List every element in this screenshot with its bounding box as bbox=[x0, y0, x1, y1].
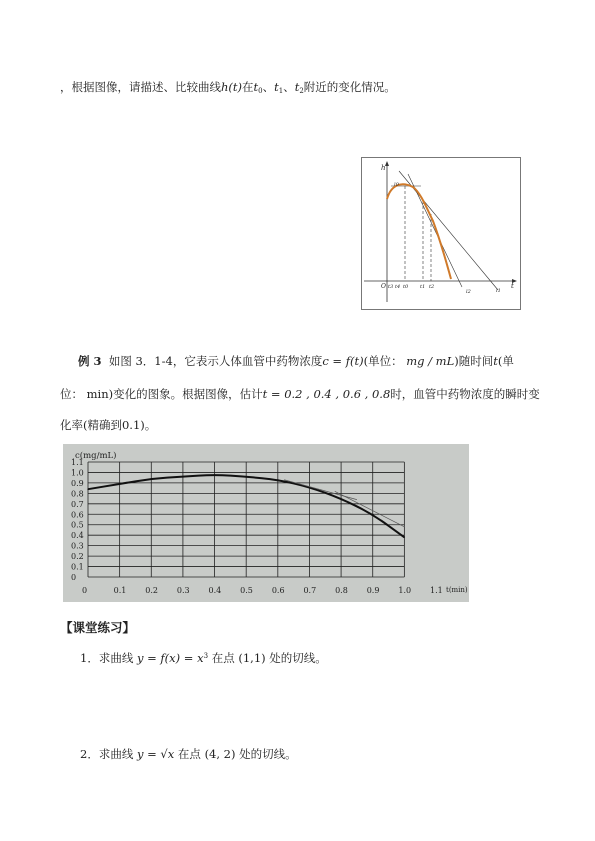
ytick-label: 0.5 bbox=[71, 520, 84, 530]
q1-expr: y = f(x) = x bbox=[136, 651, 204, 665]
para1-t0: t bbox=[253, 80, 259, 94]
ytick-label: 0.7 bbox=[71, 499, 84, 509]
ytick-label: 0.9 bbox=[71, 478, 84, 488]
q1-text-a: 求曲线 bbox=[98, 651, 134, 665]
xtick-label: 0.2 bbox=[145, 586, 159, 595]
data-point bbox=[151, 478, 152, 479]
concentration-chart bbox=[63, 444, 469, 602]
data-point bbox=[119, 483, 120, 484]
example3-line2 bbox=[60, 386, 540, 402]
xtick-label: 0.5 bbox=[240, 586, 253, 595]
example3-tvar: t bbox=[493, 354, 498, 368]
label-l2: l2 bbox=[466, 289, 471, 295]
q1-exp: 3 bbox=[203, 652, 209, 660]
example3-line3 bbox=[60, 417, 156, 433]
ytick-label: 0.2 bbox=[71, 552, 84, 562]
xtick-label: 0.4 bbox=[208, 586, 222, 595]
data-point bbox=[372, 514, 373, 515]
para1-prefix: ，根据图像，请描述、比较曲线 bbox=[60, 80, 221, 94]
example3-values: t = 0.2 , 0.4 , 0.6 , 0.8 bbox=[262, 387, 391, 401]
example3-line1 bbox=[78, 353, 514, 369]
ytick-label: 0.4 bbox=[71, 531, 84, 541]
tangent-figure bbox=[361, 157, 521, 310]
para1-sep2: 、 bbox=[283, 80, 295, 94]
chart-xlabel: t(min) bbox=[446, 586, 468, 594]
xtick-label: 0.7 bbox=[303, 586, 317, 595]
q1-text-c: 处的切线。 bbox=[269, 651, 327, 665]
label-h: h bbox=[381, 164, 386, 172]
q1-num: 1． bbox=[80, 651, 99, 665]
label-l0: l0 bbox=[394, 182, 399, 188]
data-point bbox=[404, 537, 405, 538]
label-t2: t2 bbox=[429, 284, 435, 290]
example3-label: 例 3 bbox=[78, 354, 102, 368]
para1-t2: t bbox=[294, 80, 300, 94]
example3-line2-a: 位： min)变化的图象。根据图像，估计 bbox=[60, 387, 263, 401]
example3-line3-text: 化率(精确到0.1)。 bbox=[60, 418, 157, 432]
q2-expr: y = √x bbox=[136, 747, 175, 761]
q2-text-c: 处的切线。 bbox=[239, 747, 297, 761]
example3-text-a: 如图 3．1-4，它表示人体血管中药物浓度 bbox=[108, 354, 323, 368]
xtick-label: 1.1 bbox=[430, 586, 443, 595]
para1 bbox=[60, 79, 396, 95]
xtick-label: 1.0 bbox=[398, 586, 412, 595]
label-t3: t3 bbox=[388, 284, 394, 290]
data-point bbox=[87, 489, 88, 490]
ytick-label: 0.3 bbox=[71, 541, 84, 551]
example3-unit: mg / mL bbox=[406, 354, 455, 368]
q2-text-b: 在点 bbox=[177, 747, 201, 761]
data-point bbox=[340, 498, 341, 499]
example3-text-b: (单位： bbox=[363, 354, 403, 368]
label-origin: O bbox=[381, 283, 386, 290]
ytick-label: 0.8 bbox=[71, 489, 84, 499]
para1-mid: 在 bbox=[242, 80, 254, 94]
para1-func: h(t) bbox=[221, 80, 243, 94]
label-l1: l1 bbox=[496, 288, 501, 294]
chart-ylabel: c(mg/mL) bbox=[75, 451, 117, 461]
label-t1: t1 bbox=[420, 284, 426, 290]
q2-point: (4, 2) bbox=[204, 747, 236, 761]
practice-q1 bbox=[80, 650, 327, 666]
ytick-label: 0.1 bbox=[71, 562, 84, 572]
chart-background bbox=[63, 444, 469, 602]
data-point bbox=[182, 476, 183, 477]
practice-q2 bbox=[80, 746, 297, 762]
example3-text-c: )随时间 bbox=[454, 354, 494, 368]
ytick-label: 1.0 bbox=[71, 468, 84, 478]
q1-point: (1,1) bbox=[238, 651, 266, 665]
label-t4: t4 bbox=[395, 284, 401, 290]
para1-t0-sub: 0 bbox=[258, 87, 263, 95]
q2-num: 2． bbox=[80, 747, 99, 761]
para1-suffix: 附近的变化情况。 bbox=[303, 80, 396, 94]
label-t0: t0 bbox=[403, 284, 409, 290]
xtick-label: 0.6 bbox=[271, 586, 285, 595]
data-point bbox=[246, 476, 247, 477]
xtick-label: 0.9 bbox=[366, 586, 380, 595]
ytick-label: 1.1 bbox=[71, 458, 84, 467]
practice-heading-text: 【课堂练习】 bbox=[60, 620, 136, 635]
example3-line2-b: 时，血管中药物浓度的瞬时变 bbox=[390, 387, 540, 401]
data-point bbox=[277, 479, 278, 480]
ytick-label: 0 bbox=[71, 573, 77, 582]
para1-t2-sub: 2 bbox=[299, 87, 304, 95]
para1-t1-sub: 1 bbox=[278, 87, 284, 95]
ytick-label: 0.6 bbox=[71, 510, 84, 520]
para1-t1: t bbox=[274, 80, 279, 94]
q1-text-b: 在点 bbox=[211, 651, 235, 665]
data-point bbox=[214, 474, 215, 475]
label-t: t bbox=[511, 282, 514, 290]
xtick-label: 0.3 bbox=[176, 586, 190, 595]
xtick-label: 0.1 bbox=[113, 586, 127, 595]
para1-sep1: 、 bbox=[262, 80, 275, 94]
example3-text-d: (单 bbox=[497, 354, 514, 368]
xtick-label: 0 bbox=[82, 586, 88, 595]
example3-func: c = f(t) bbox=[322, 354, 364, 368]
practice-heading bbox=[60, 618, 135, 636]
xtick-label: 0.8 bbox=[335, 586, 348, 595]
q2-text-a: 求曲线 bbox=[98, 747, 134, 761]
